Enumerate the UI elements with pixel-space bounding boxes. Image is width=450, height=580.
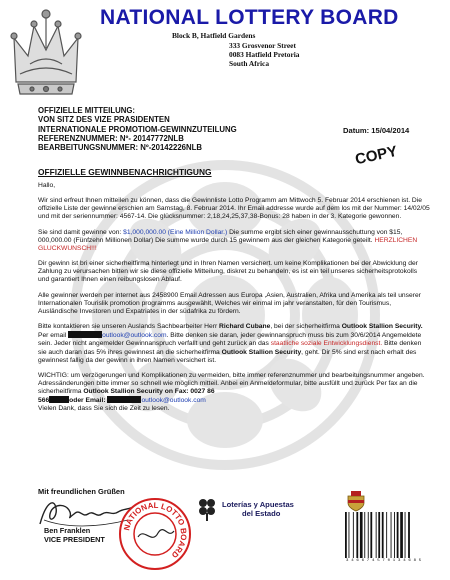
redaction-bar — [68, 331, 102, 338]
signer-name: Ben Franklen — [44, 526, 91, 535]
letter-body — [38, 182, 430, 421]
reference-line: OFFIZIELLE MITTEILUNG: — [38, 106, 136, 115]
paragraph: Dir gewinn ist bri einer sicherheitfirma hinterlegt und in Ihren Namen versichert. um keine Komplikationen bei der Abwicklung der Zahlung zu verursachen bitten wir sie diese offizielle Mitteilung, diskret zu behandeln, es ist ein teil unseres sicherheitsprotokolls und garantiert Ihnen einen reibungslosen Ablauf. — [38, 260, 418, 284]
paragraph: WICHTIG: um verzögerungen und Komplikationen zu vermeiden, bitte immer referenznummer und bearbeitungsnummer angeben. Adressänderungen bitte immer so schnell wie möglich mitteil. Anbei ein Anmeldeformular, bitte ausfüllt und zurück Per fax an die sicherheitfirma Outlook Stallion Security on Fax: 0027 86 566 oder Email: outlook@outlook.com Vielen Dank, dass Sie sich die Zeit zu lesen. — [38, 371, 425, 413]
redaction-bar — [107, 396, 141, 403]
congrats-text: HERZLICHEN GLUCKWUNSCH!!! — [38, 236, 418, 252]
security-firm: Outlook Stallion Security — [83, 388, 163, 396]
letter-subject: OFFIZIELLE GEWINNBENACHRICHTIGUNG — [38, 167, 212, 177]
coat-of-arms-icon — [345, 490, 367, 512]
prize-amount: $1,000,000.00 (Eine Million Dollar.) — [123, 228, 228, 236]
letter-date: Datum: 15/04/2014 — [343, 126, 410, 135]
address-line: 0083 Hatfield Pretoria — [229, 50, 300, 59]
reference-block — [38, 106, 237, 152]
fax-email-link[interactable]: outlook@outlook.com — [141, 397, 206, 405]
reference-line: INTERNATIONALE PROMOTIOM-GEWINNZUTEILUNG — [38, 124, 237, 134]
contact-email-link[interactable]: outlook@outlook.com — [102, 332, 167, 340]
lottery-name: Loterías y Apuestas — [222, 500, 294, 509]
paragraph: Bitte kontaktieren sie unseren Auslands Sachbearbeiter Herr Richard Cubane, bei der sicherheitfirma Outlook Stallion Security. Per email outlook@outlook.com. Bitte denken sie daran, jeder gewinnanspruch muss bis zum 30/6/2014 Angemeldete sein. Jeder nicht angemelder Gewinnanspruch verfallt und geht zurück an das staatliche soziale Entwicklungsdienst. Bitte denken sie auch daran das 5% ihres gewinnest an die sicherheitfirma Outlook Stallion Security, geht. Dir 5% sind erst nach erhalt des gewinnest fallig da der gewinn in ihren Namen versichert ist. — [38, 323, 423, 364]
lottery-name: del Estado — [242, 509, 281, 518]
processing-number: BEARBEITUNGSNUMMER: Nº-20142226NLB — [38, 143, 203, 153]
security-firm: Outlook Stallion Security — [221, 348, 302, 356]
paragraph: Wir sind erfreut Ihnen mitteilen zu können, dass die Gewinnliste Lotto Programm am Mittwoch 5. Februar 2014 erschienen ist. Die offizielle Liste der gewinne erschien am Samstag, 8. Februar 2014. Ihr Email addresse wurde auf dem los mit der Nummer: 14/02/05 und mit der seriennummer: 4567-14. Die glücksnummer: 2,18,24,25,37,38-Bonus: 28 haben in der 3. Kategorie gewonnen. — [38, 197, 430, 221]
redaction-bar — [49, 396, 69, 403]
signer-title: VICE PRESIDENT — [44, 534, 105, 544]
svg-text:NATIONAL LOTTO BOARD: NATIONAL LOTTO BOARD — [122, 500, 189, 560]
barcode-icon — [344, 512, 414, 558]
agent-name: Richard Cubane — [219, 323, 271, 331]
paragraph: Alle gewinner werden per internet aus 2458900 Email Adressen aus Europa ,Asien, Australien, Afrika und Amerika als teil unserer Internationalen Tourislik promotion programms ausgewählt, Welches wir einmal im jahr veranstalten, für den Tourismus, Ausländische Investoren und Expatriates in der südafrika zu fördern. — [38, 291, 421, 315]
lottery-logo-text — [222, 500, 294, 518]
reference-number: REFERENZNUMMER: Nº- 20147772NLB — [38, 133, 184, 143]
greeting: Hallo, — [38, 182, 56, 189]
social-service-text: staatliche soziale Entwicklungsdienst. — [270, 340, 383, 348]
barcode-number: 3 4 6 6 7 4 5 7 0 1 3 4 6 8 5 — [346, 559, 422, 563]
address-line: South Africa — [229, 59, 270, 68]
address-line: 333 Grosvenor Street — [229, 41, 296, 50]
official-seal-stamp — [118, 497, 192, 571]
thanks-line: Vielen Dank, dass Sie sich die Zeit zu lesen. — [38, 405, 170, 413]
paragraph: Sie sind damit gewinne von: $1,000,000.00 (Eine Million Dollar.) Die summe ergibt sich einer gewinnausschuttung von $15, 000,000.00 (Fünfzehn Millionen Dollar) Die summe wurde durch 15 gewinnern aus der gleichen Kategorie geteilt. HERZLICHEN GLUCKWUNSCH!!! — [38, 228, 418, 252]
signer-block — [44, 527, 105, 544]
board-title: NATIONAL LOTTERY BOARD — [100, 6, 399, 29]
lae-clover-logo-icon — [196, 497, 218, 521]
address-line: Block B, Hatfield Gardens — [172, 31, 256, 40]
closing: Mit freundlichen Grüßen — [38, 487, 125, 496]
reference-line: VON SITZ DES VIZE PRASIDENTEN — [38, 115, 170, 125]
copy-stamp: COPY — [353, 142, 399, 169]
crown-logo-icon — [10, 4, 82, 114]
security-firm: Outlook Stallion Security. — [341, 323, 423, 331]
